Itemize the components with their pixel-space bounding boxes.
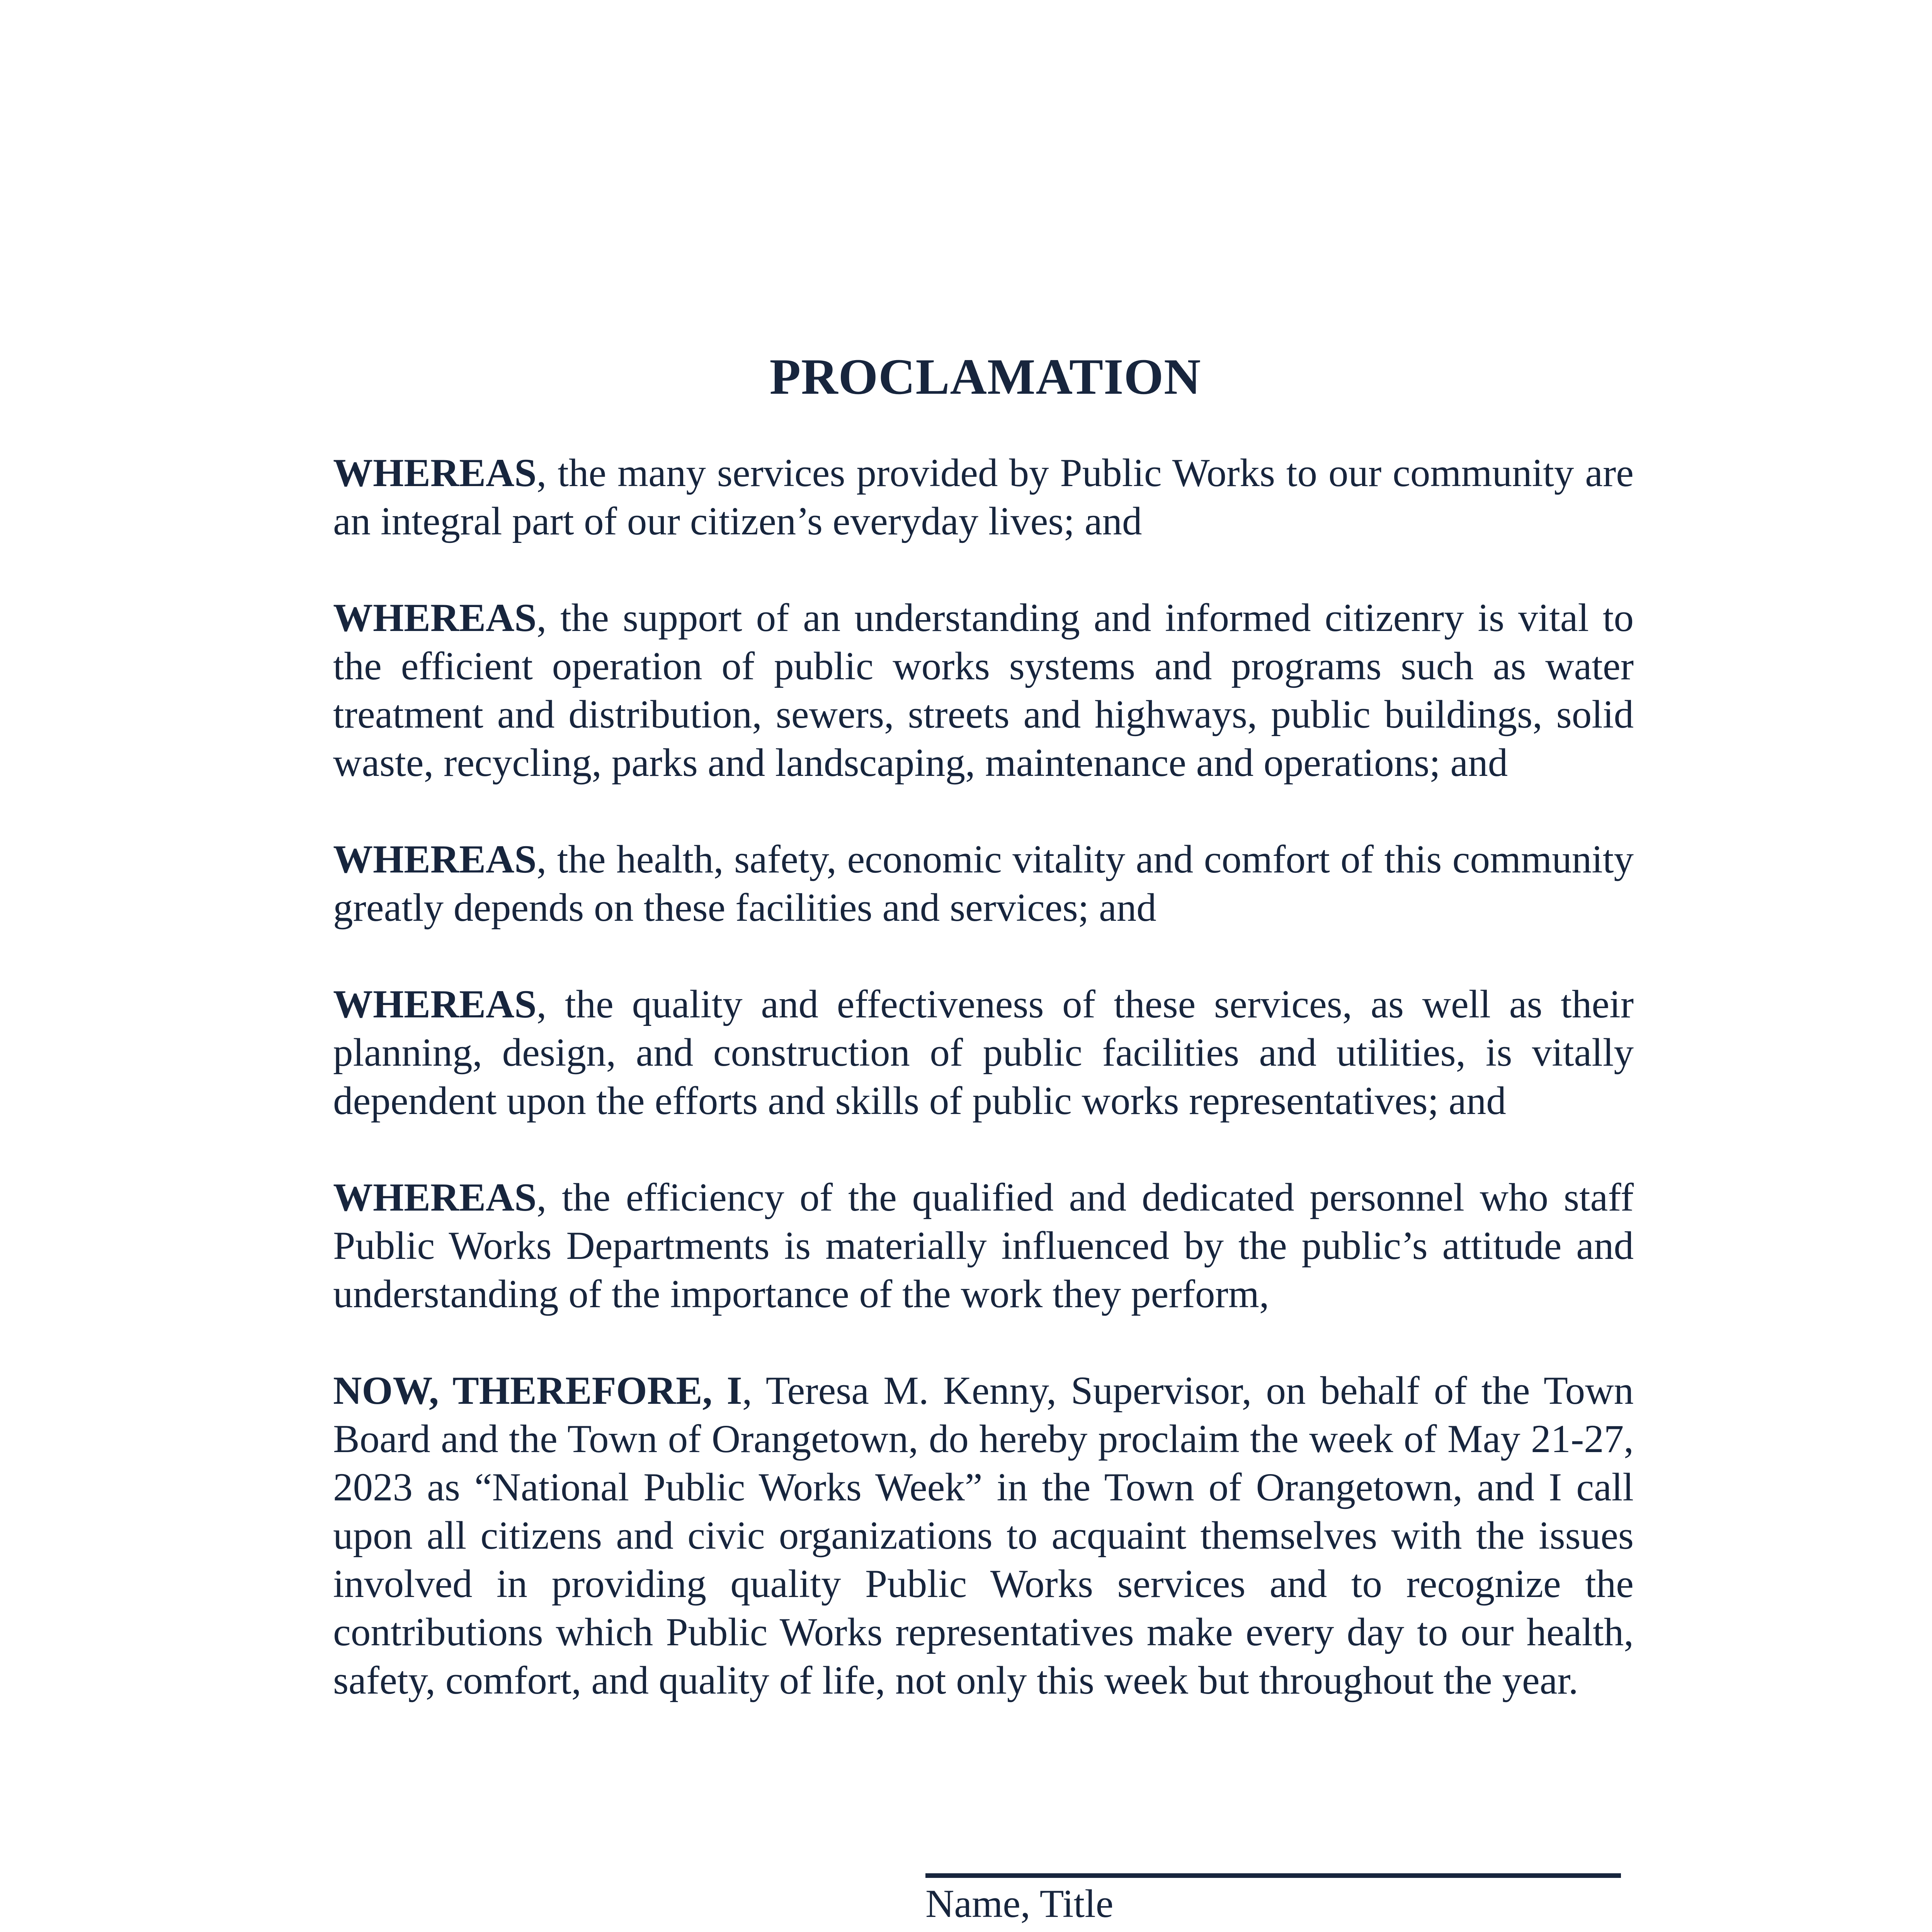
whereas-paragraph-4 xyxy=(333,980,1634,1125)
whereas-paragraph-1 xyxy=(333,449,1634,546)
paragraph-text: , the support of an understanding and informed citizenry is vital to the efficient operation of public works systems and programs such as water treatment and distribution, sewers, streets and highways, public buildings, solid waste, recycling, parks and landscaping, maintenance and operations; and xyxy=(333,596,1634,785)
whereas-paragraph-3 xyxy=(333,835,1634,932)
paragraph-lead: NOW, THEREFORE, I xyxy=(333,1369,742,1413)
therefore-paragraph xyxy=(333,1367,1634,1705)
paragraph-text: , the many services provided by Public Works to our community are an integral part of our citizen’s everyday lives; and xyxy=(333,451,1634,543)
signer-label: Name, Title xyxy=(925,1882,1114,1926)
paragraph-lead: WHEREAS xyxy=(333,837,537,881)
paragraph-text: , the quality and effectiveness of these services, as well as their planning, design, and construction of public facilities and utilities, is vitally dependent upon the efforts and skills of public works representatives; and xyxy=(333,982,1634,1123)
paragraph-text: , the health, safety, economic vitality and comfort of this community greatly depends on these facilities and services; and xyxy=(333,837,1634,930)
whereas-paragraph-2 xyxy=(333,594,1634,787)
paragraph-lead: WHEREAS xyxy=(333,982,537,1026)
paragraph-text: , Teresa M. Kenny, Supervisor, on behalf of the Town Board and the Town of Orangetown, do hereby proclaim the week of May 21-27, 2023 as “National Public Works Week” in the Town of Orangetown, and I call upon all citizens and civic organizations to acquaint themselves with the issues involved in providing quality Public Works services and to recognize the contributions which Public Works representatives make every day to our health, safety, comfort, and quality of life, not only this week but throughout the year. xyxy=(333,1369,1634,1702)
paragraph-lead: WHEREAS xyxy=(333,1175,537,1219)
signer-signature-line xyxy=(925,1873,1621,1878)
whereas-paragraph-5 xyxy=(333,1173,1634,1318)
paragraph-lead: WHEREAS xyxy=(333,596,537,640)
page-title: PROCLAMATION xyxy=(769,348,1201,405)
paragraph-lead: WHEREAS xyxy=(333,451,537,495)
proclamation-body xyxy=(333,449,1634,1753)
paragraph-text: , the efficiency of the qualified and dedicated personnel who staff Public Works Departments is materially influenced by the public’s attitude and understanding of the importance of the work they perform, xyxy=(333,1175,1634,1316)
